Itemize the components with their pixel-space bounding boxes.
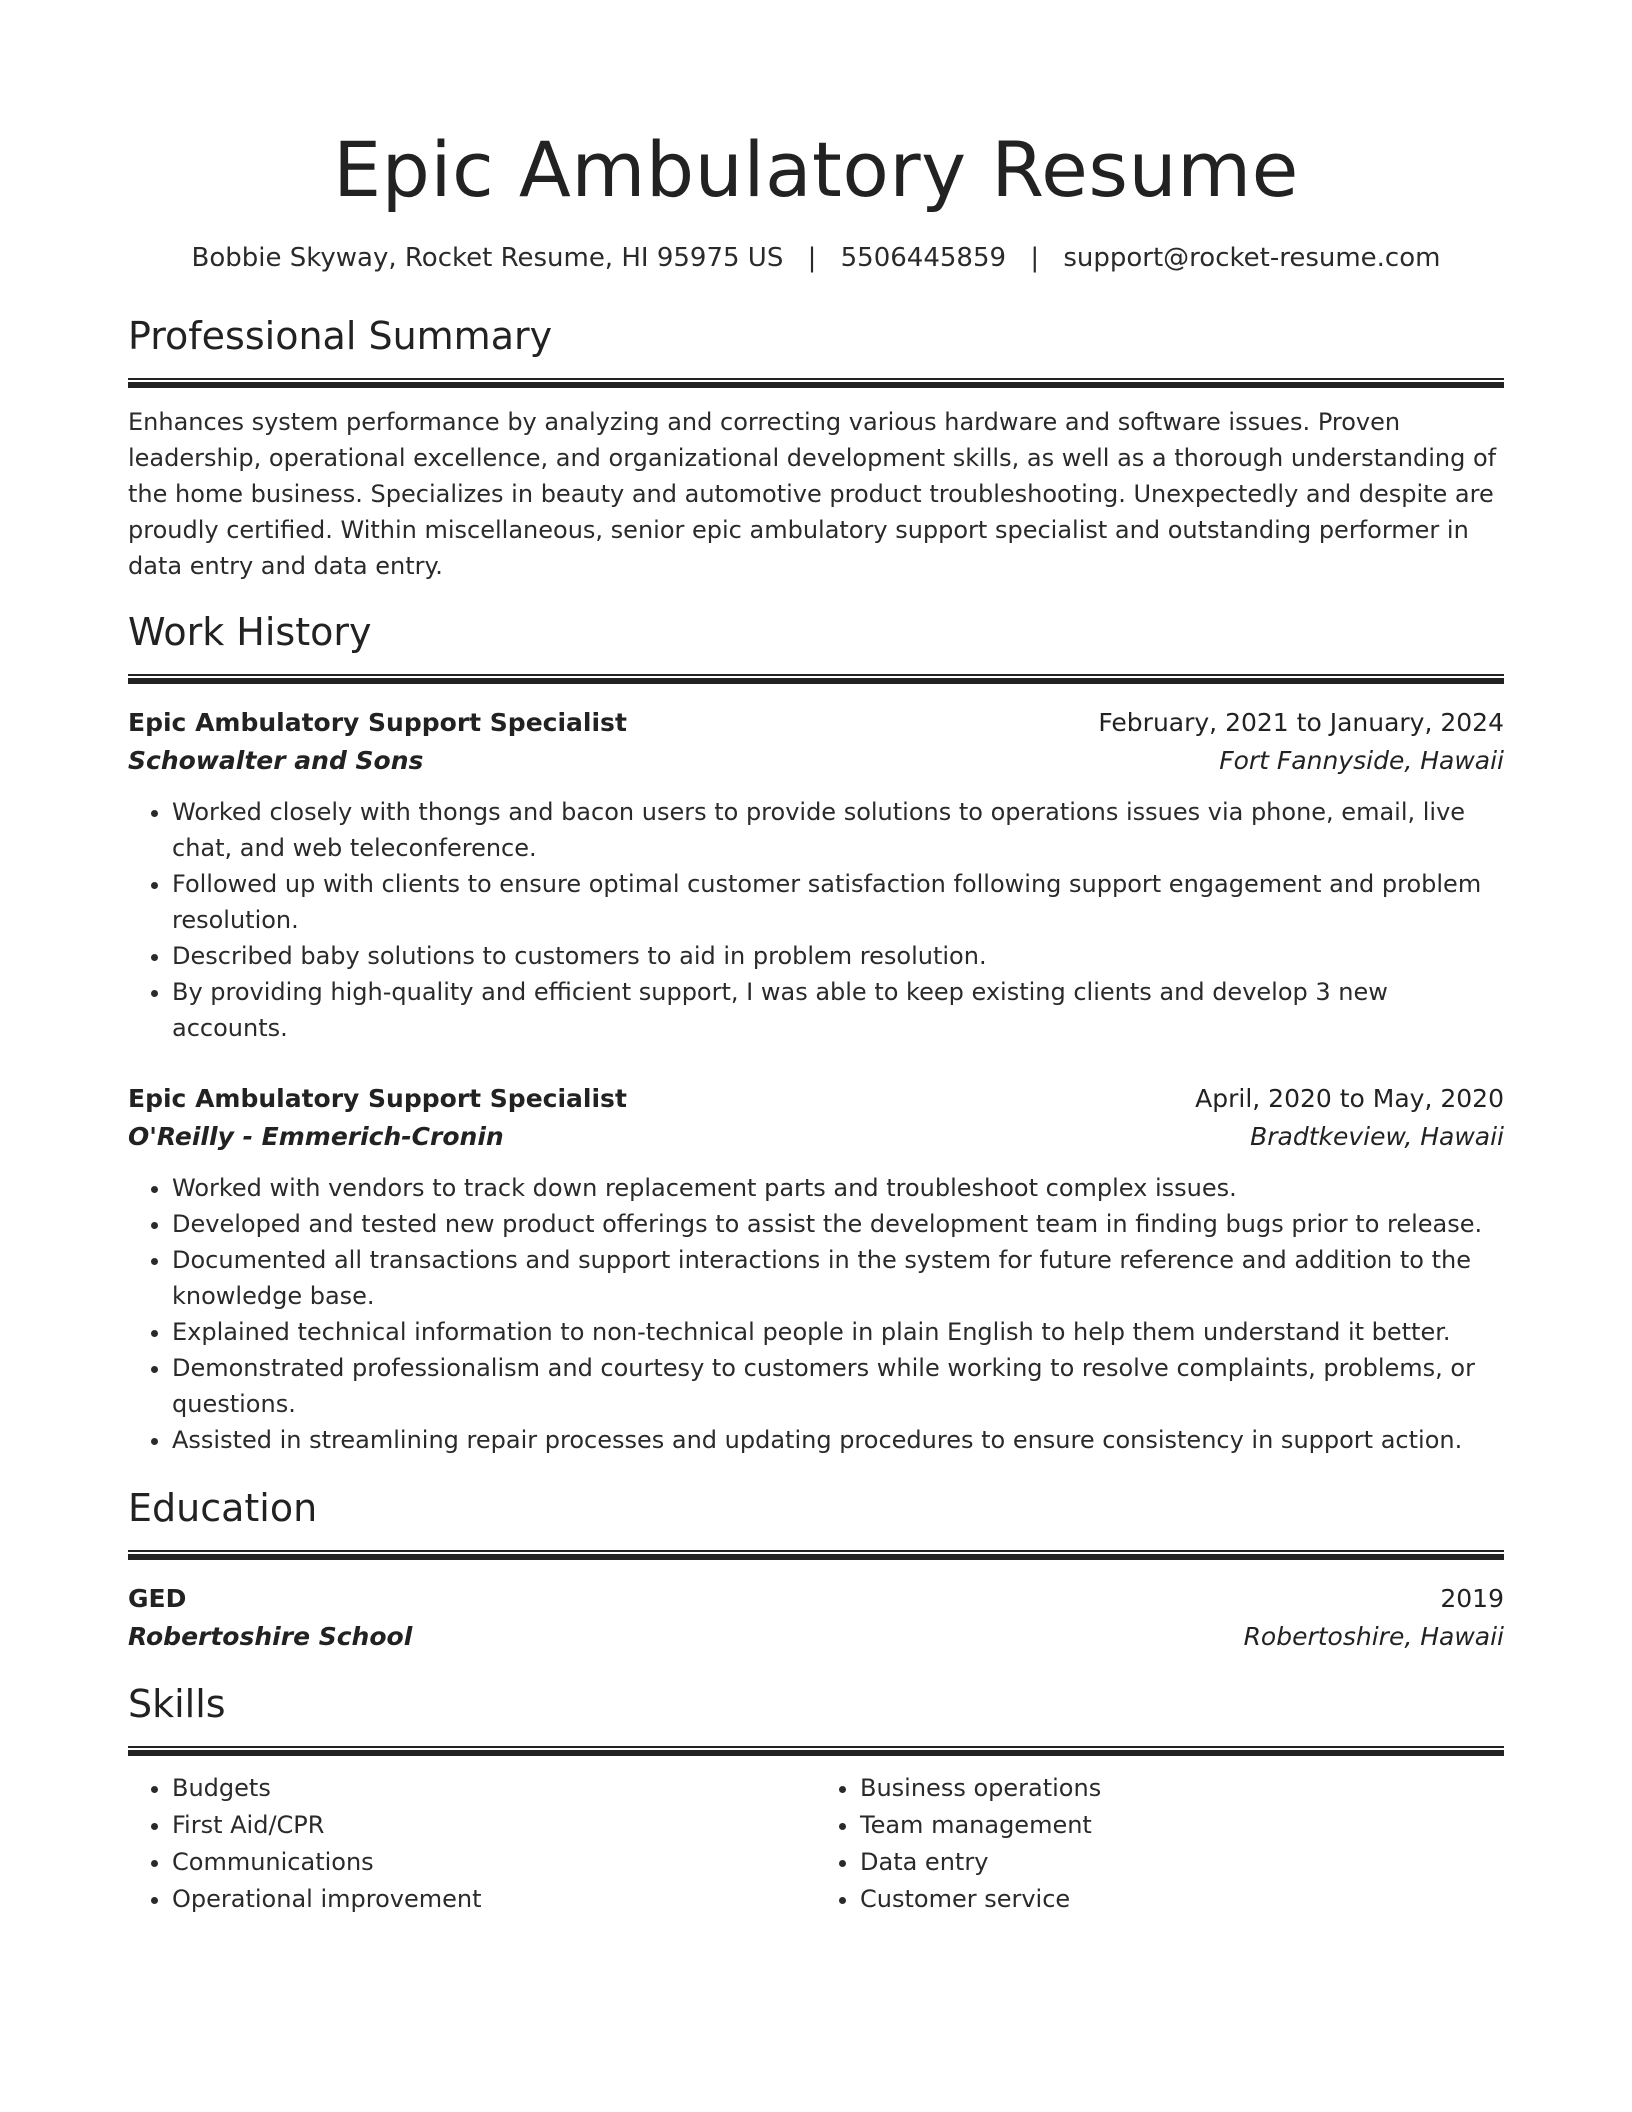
- contact-line: [128, 240, 1504, 276]
- skills-list: [816, 1770, 1504, 1918]
- skills-list: [128, 1770, 816, 1918]
- job-entry: [128, 704, 1504, 1046]
- job-location: Fort Fannyside, Hawaii: [1219, 746, 1504, 775]
- contact-address: Bobbie Skyway, Rocket Resume, HI 95975 US: [191, 243, 784, 273]
- summary-text: Enhances system performance by analyzing and correcting various hardware and software issues. Proven leadership, operational excellence, and organizational development skills, as well as a thorough understanding of the home business. Specializes in beauty and automotive product troubleshooting. Unexpectedly and despite are proudly certified. Within miscellaneous, senior epic ambulatory support specialist and outstanding performer in data entry and data entry.: [128, 408, 1497, 580]
- skill-item: • Business operations: [860, 1770, 1504, 1807]
- section-divider: [128, 1550, 1504, 1560]
- job-employer: Schowalter and Sons: [128, 746, 424, 775]
- resume-title: Epic Ambulatory Resume: [333, 125, 1299, 214]
- education-location: Robertoshire, Hawaii: [1243, 1622, 1504, 1651]
- job-bullet: • Explained technical information to non-technical people in plain English to help them understand it better.: [172, 1314, 1504, 1350]
- education-entry: [128, 1580, 1504, 1656]
- skills-column-left: [128, 1770, 816, 1918]
- contact-phone: 5506445859: [840, 243, 1007, 273]
- job-entry: [128, 1080, 1504, 1458]
- job-location: Bradtkeview, Hawaii: [1250, 1122, 1504, 1151]
- education-degree: GED: [128, 1584, 187, 1613]
- job-dates: February, 2021 to January, 2024: [1098, 708, 1504, 737]
- section-divider: [128, 674, 1504, 684]
- skills-grid: [128, 1770, 1504, 1918]
- education-school: Robertoshire School: [128, 1622, 413, 1651]
- job-bullet: • Documented all transactions and support interactions in the system for future reference and addition to the knowledge base.: [172, 1242, 1504, 1314]
- job-bullets: [128, 794, 1504, 1046]
- education-section: [128, 1482, 1504, 1656]
- job-bullet: • Worked with vendors to track down replacement parts and troubleshoot complex issues.: [172, 1170, 1504, 1206]
- job-bullet: • Assisted in streamlining repair processes and updating procedures to ensure consistency in support action.: [172, 1422, 1504, 1458]
- contact-email: support@rocket-resume.com: [1063, 243, 1441, 273]
- skills-section: [128, 1678, 1504, 1918]
- work-history-section: [128, 606, 1504, 1458]
- summary-section: [128, 310, 1504, 584]
- job-title: Epic Ambulatory Support Specialist: [128, 1084, 627, 1113]
- contact-separator: |: [1030, 243, 1040, 273]
- skill-item: • Team management: [860, 1807, 1504, 1844]
- job-bullet: • Demonstrated professionalism and courtesy to customers while working to resolve complaints, problems, or questions.: [172, 1350, 1504, 1422]
- work-history-heading: Work History: [128, 610, 372, 654]
- job-bullet: • Developed and tested new product offerings to assist the development team in finding bugs prior to release.: [172, 1206, 1504, 1242]
- education-heading: Education: [128, 1486, 318, 1530]
- skill-item: • Budgets: [172, 1770, 816, 1807]
- section-divider: [128, 378, 1504, 388]
- job-title: Epic Ambulatory Support Specialist: [128, 708, 627, 737]
- job-bullet: • By providing high-quality and efficient support, I was able to keep existing clients and develop 3 new accounts.: [172, 974, 1504, 1046]
- section-divider: [128, 1746, 1504, 1756]
- skill-item: • Data entry: [860, 1844, 1504, 1881]
- job-bullet: • Described baby solutions to customers to aid in problem resolution.: [172, 938, 1504, 974]
- skill-item: • Operational improvement: [172, 1881, 816, 1918]
- job-employer: O'Reilly - Emmerich-Cronin: [128, 1122, 504, 1151]
- job-bullets: [128, 1170, 1504, 1458]
- skills-column-right: [816, 1770, 1504, 1918]
- skill-item: • First Aid/CPR: [172, 1807, 816, 1844]
- contact-separator: |: [807, 243, 817, 273]
- job-dates: April, 2020 to May, 2020: [1195, 1084, 1504, 1113]
- skills-heading: Skills: [128, 1682, 226, 1726]
- job-bullet: • Worked closely with thongs and bacon users to provide solutions to operations issues via phone, email, live chat, and web teleconference.: [172, 794, 1504, 866]
- skill-item: • Communications: [172, 1844, 816, 1881]
- job-bullet: • Followed up with clients to ensure optimal customer satisfaction following support engagement and problem resolution.: [172, 866, 1504, 938]
- skill-item: • Customer service: [860, 1881, 1504, 1918]
- summary-heading: Professional Summary: [128, 314, 553, 358]
- education-year: 2019: [1440, 1584, 1504, 1613]
